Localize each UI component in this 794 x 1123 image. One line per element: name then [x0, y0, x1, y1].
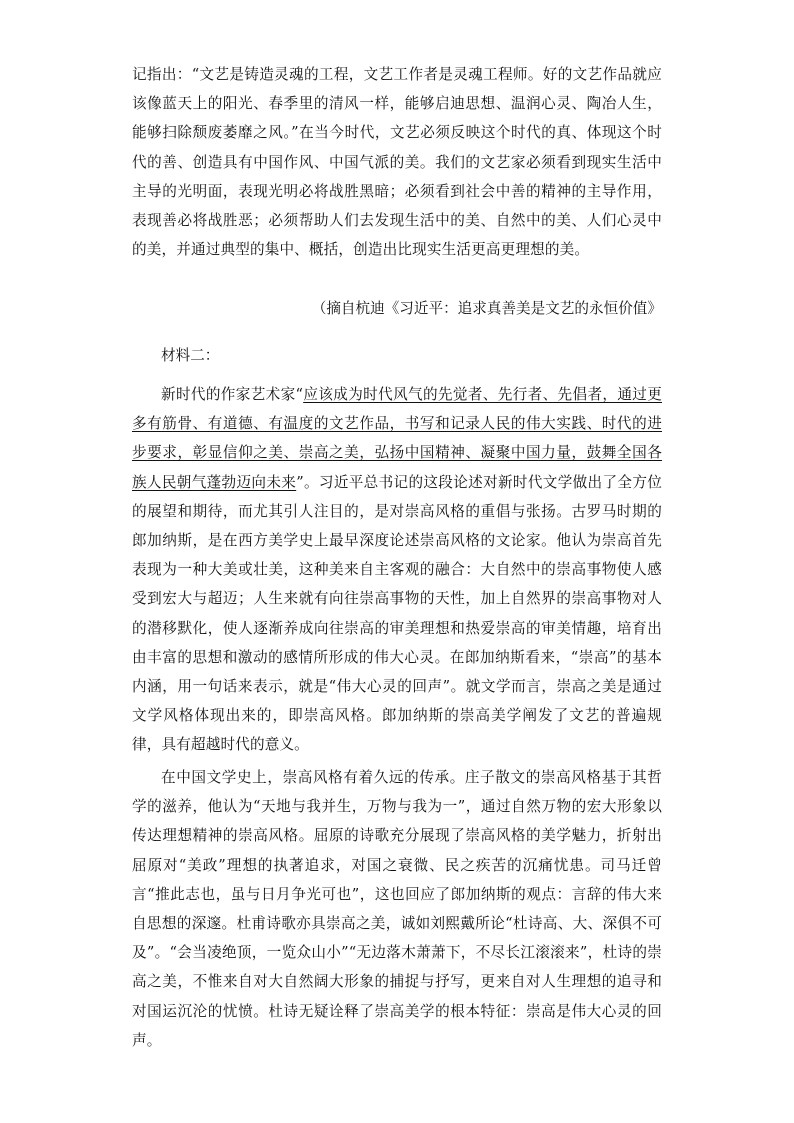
underlined-quotation: 应该成为时代风气的先觉者、先行者、先倡者，通过更多有筋骨、有道德、有温度的文艺作品，书写和记录人民的伟大实践、时代的进步要求，彰显信仰之美、崇高之美，弘扬中国精神、凝聚中国力量，鼓舞全国各族人民朝气蓬勃迈向未来	[132, 386, 662, 491]
paragraph-chinese-tradition: 在中国文学史上，崇高风格有着久远的传承。庄子散文的崇高风格基于其哲学的滋养，他认为“天地与我并生，万物与我为一”，通过自然万物的宏大形象以传达理想精神的崇高风格。屈原的诗歌充分展现了崇高风格的美学魅力，折射出屈原对“美政”理想的执著追求，对国之衰微、民之疾苦的沉痛忧患。司马迁曾言“推此志也，虽与日月争光可也”，这也回应了郎加纳斯的观点：言辞的伟大来自思想的深邃。杜甫诗歌亦具崇高之美，诚如刘熙戴所论“杜诗高、大、深俱不可及”。“会当凌绝顶，一览众山小”“无边落木萧萧下，不尽长江滚滚来”，杜诗的崇高之美，不惟来自对大自然阔大形象的捕捉与抒写，更来自对人生理想的追寻和对国运沉沦的忧愤。杜诗无疑诠释了崇高美学的根本特征：崇高是伟大心灵的回声。	[132, 769, 662, 1049]
paragraph-material-one-ending: 记指出：“文艺是铸造灵魂的工程，文艺工作者是灵魂工程师。好的文艺作品就应该像蓝天上的阳光、春季里的清风一样，能够启迪思想、温润心灵、陶冶人生，能够扫除颓废萎靡之风。”在当今时代，文艺必须反映这个时代的真、体现这个时代的善、创造具有中国作风、中国气派的美。我们的文艺家必须看到现实生活中主导的光明面，表现光明必将战胜黑暗；必须看到社会中善的精神的主导作用，表现善必将战胜恶；必须帮助人们去发现生活中的美、自然中的美、人们心灵中的美，并通过典型的集中、概括，创造出比现实生活更高更理想的美。	[132, 66, 662, 259]
paragraph-material-two	[132, 380, 662, 760]
quote-lead-in: 新时代的作家艺术家“	[161, 386, 304, 403]
source-citation: （摘自杭迪《习近平：追求真善美是文艺的永恒价值》	[311, 300, 662, 317]
material-two-label: 材料二：	[161, 347, 220, 364]
paragraph-body: ”。习近平总书记的这段论述对新时代文学做出了全方位的展望和期待，而尤其引人注目的，是对崇高风格的重倡与张扬。古罗马时期的郎加纳斯，是在西方美学史上最早深度论述崇高风格的文论家。他认为崇高首先表现为一种大美或壮美，这种美来自主客观的融合：大自然中的崇高事物使人感受到宏大与超迈；人生来就有向往崇高事物的天性，加上自然界的崇高事物对人的潜移默化，使人逐渐养成向往崇高的审美理想和热爱崇高的审美情趣，培育出由丰富的思想和激动的感情所形成的伟大心灵。在郎加纳斯看来，“崇高”的基本内涵，用一句话来表示，就是“伟大心灵的回声”。就文学而言，崇高之美是通过文学风格体现出来的，即崇高风格。郎加纳斯的崇高美学阐发了文艺的普遍规律，具有超越时代的意义。	[132, 473, 663, 754]
